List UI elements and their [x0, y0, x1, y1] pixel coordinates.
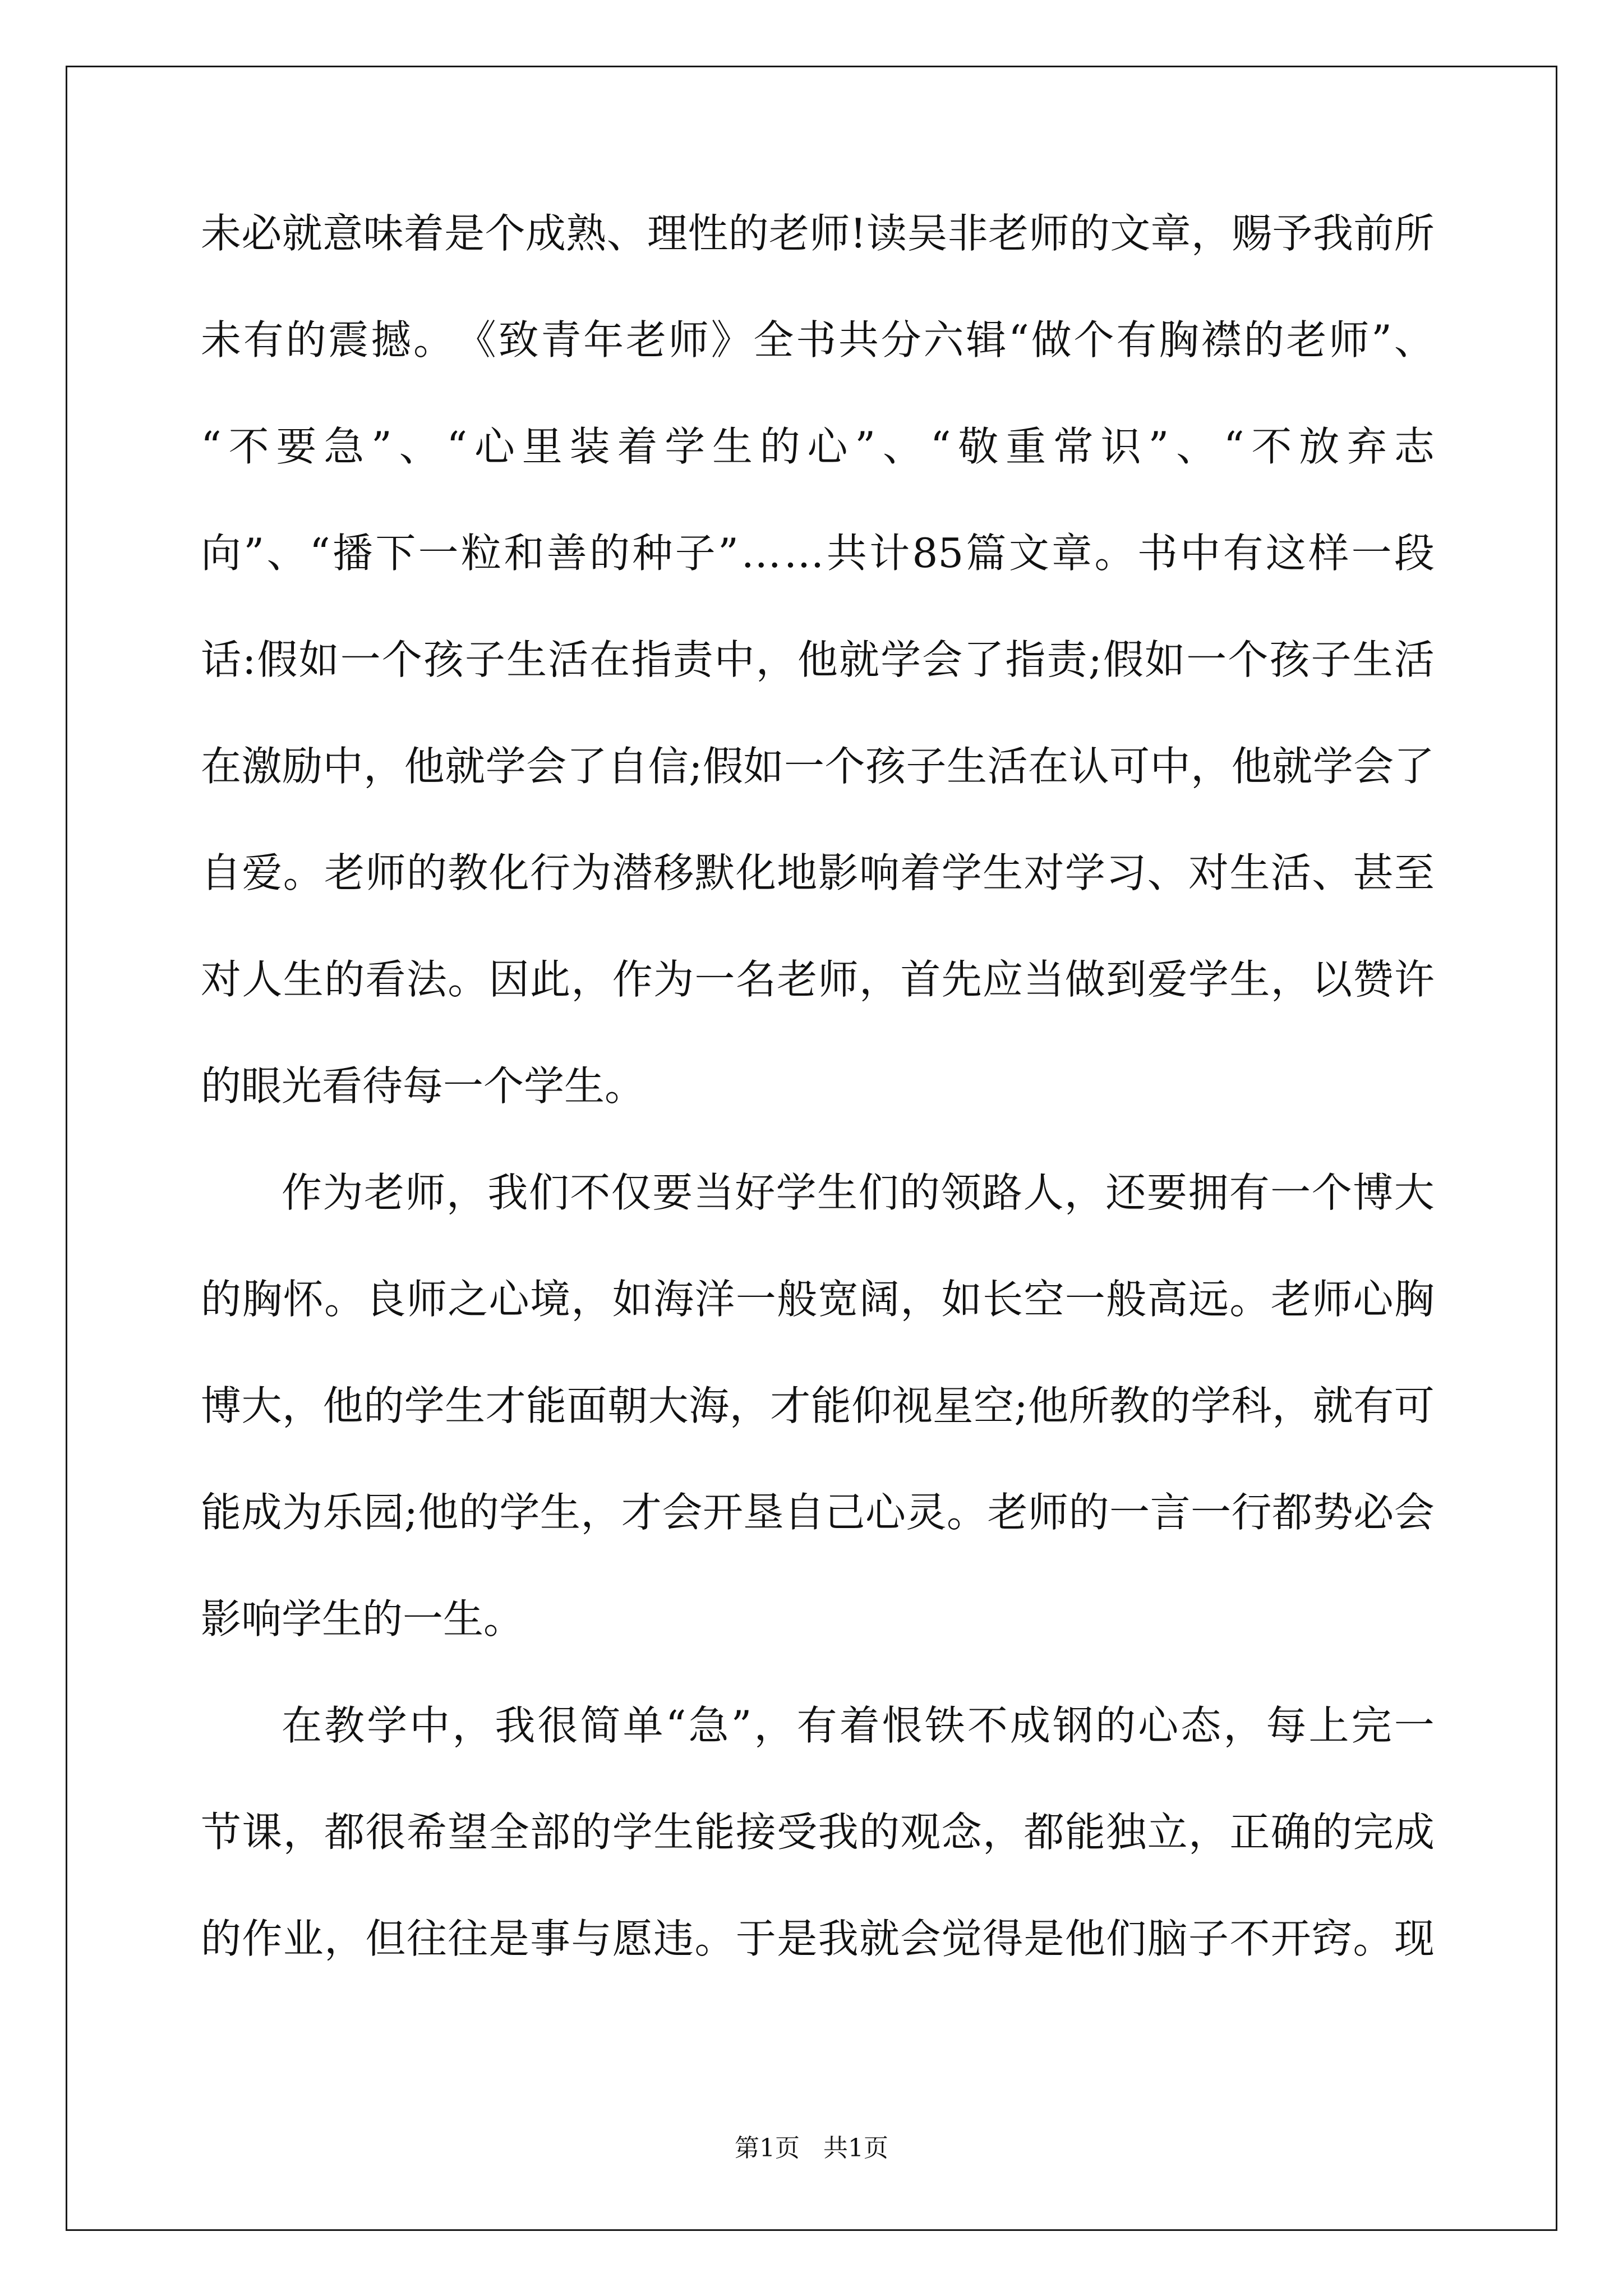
text-line: 自 爱 。 老 师 的 教 化 行 为 潜 移 默 化 地 影 响 着 学 生 对 学 习 、 对 生 活 、 甚 至	[201, 849, 1435, 896]
text-line: 向 ” 、 “ 播 下 一 粒 和 善 的 种 子 ” … … 共 计 85 篇 文 章 。 书 中 有 这 样 一 段	[201, 530, 1435, 577]
document-body	[201, 210, 1435, 2025]
text-line: 话 : 假 如 一 个 孩 子 生 活 在 指 责 中 ， 他 就 学 会 了 指 责 ; 假 如 一 个 孩 子 生 活	[201, 636, 1435, 683]
text-line: 的 胸 怀 。 良 师 之 心 境 ， 如 海 洋 一 般 宽 阔 ， 如 长 空 一 般 高 远 。 老 师 心 胸	[201, 1276, 1435, 1323]
page-footer: 第1页 共1页	[735, 2134, 888, 2162]
text-line: 博 大 ， 他 的 学 生 才 能 面 朝 大 海 ， 才 能 仰 视 星 空 ; 他 所 教 的 学 科 ， 就 有 可	[201, 1382, 1435, 1429]
text-line: 的眼光看待每一个学生。	[201, 1062, 645, 1110]
text-line: 能 成 为 乐 园 ; 他 的 学 生 ， 才 会 开 垦 自 己 心 灵 。 老 师 的 一 言 一 行 都 势 必 会	[201, 1489, 1435, 1536]
text-line: 在 教 学 中 ， 我 很 简 单 “ 急 ” ， 有 着 恨 铁 不 成 钢 的 心 态 ， 每 上 完 一	[282, 1702, 1435, 1749]
text-line: “ 不 要 急 ” 、 “ 心 里 装 着 学 生 的 心 ” 、 “ 敬 重 常 识 ” 、 “ 不 放 弃 志	[201, 423, 1435, 470]
text-line: 在 激 励 中 ， 他 就 学 会 了 自 信 ; 假 如 一 个 孩 子 生 活 在 认 可 中 ， 他 就 学 会 了	[201, 743, 1435, 790]
text-line: 节 课 ， 都 很 希 望 全 部 的 学 生 能 接 受 我 的 观 念 ， 都 能 独 立 ， 正 确 的 完 成	[201, 1809, 1435, 1856]
text-line: 未 必 就 意 味 着 是 个 成 熟 、 理 性 的 老 师 ! 读 吴 非 老 师 的 文 章 ， 赐 予 我 前 所	[201, 210, 1435, 257]
text-line: 未 有 的 震 撼 。 《 致 青 年 老 师 》 全 书 共 分 六 辑 “ 做 个 有 胸 襟 的 老 师 ” 、	[201, 316, 1435, 364]
text-line: 的 作 业 ， 但 往 往 是 事 与 愿 违 。 于 是 我 就 会 觉 得 是 他 们 脑 子 不 开 窍 。 现	[201, 1915, 1435, 1962]
text-line: 对 人 生 的 看 法 。 因 此 ， 作 为 一 名 老 师 ， 首 先 应 当 做 到 爱 学 生 ， 以 赞 许	[201, 956, 1435, 1003]
text-line: 影响学生的一生。	[201, 1595, 524, 1642]
text-line: 作 为 老 师 ， 我 们 不 仅 要 当 好 学 生 们 的 领 路 人 ， 还 要 拥 有 一 个 博 大	[282, 1169, 1435, 1216]
